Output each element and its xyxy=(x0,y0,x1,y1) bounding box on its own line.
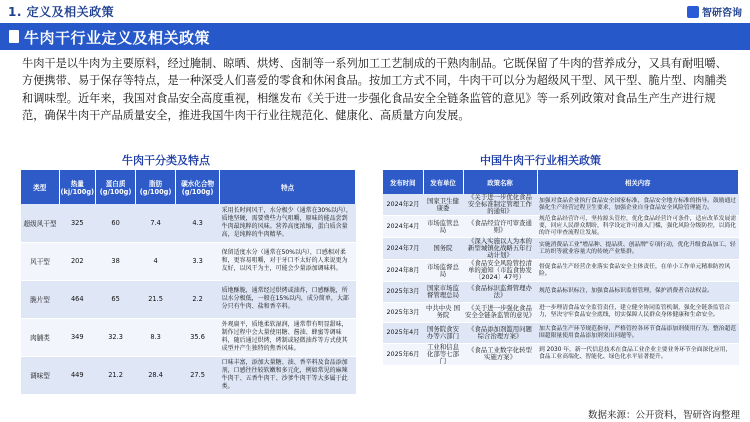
table-cell: 38 xyxy=(96,242,136,280)
table-cell: 202 xyxy=(59,242,96,280)
table-cell: 2024年7月 xyxy=(383,238,423,260)
table-cell: 进一步理清食品安全监管责任，建立健全协同监管机制，强化全链条监管合力，坚决守牢食品安全底线，切实保障人民群众身体健康和生命安全。 xyxy=(537,302,739,323)
table-cell: 2025年3月 xyxy=(383,302,423,323)
table-cell: 4.3 xyxy=(176,204,220,242)
column-header: 碳水化合物 (g/100g) xyxy=(176,170,220,204)
table-cell: 质地酥脆，通常经过烘烤或油炸，口感酥脆，所以水分极低，一般在15%以内，成分简单，大部分只有牛肉、盐和香辛料。 xyxy=(220,280,356,318)
table-cell: 2025年6月 xyxy=(383,343,423,365)
table-row xyxy=(383,282,739,303)
table-row xyxy=(21,204,356,242)
brand-name: 智研咨询 xyxy=(702,8,742,19)
column-header: 热量 (kj/100g) xyxy=(59,170,96,204)
table-row xyxy=(21,318,356,356)
table-cell: 《关于进一步优化食品安全标准制定管理工作的通知》 xyxy=(463,194,537,216)
table-cell: 规范食品标识标注，加强食品标识监督管理，保护消费者合法权益。 xyxy=(537,282,739,303)
table-cell: 2025年3月 xyxy=(383,282,423,303)
table-row xyxy=(383,260,739,282)
table-cell: 《食品安全风险管控清单的通知（市监食协发〔2024〕47号） xyxy=(463,260,537,282)
table-cell: 调味型 xyxy=(21,356,59,394)
intro-paragraph: 牛肉干是以牛肉为主要原料，经过腌制、晾晒、烘烤、卤制等一系列加工工艺制成的干熟肉制品。它既保留了牛肉的营养成分，又具有耐咀嚼、方便携带、易于保存等特点，是一种深受人们喜爱的零食和休闲食品。按加工方式不同，牛肉干可以分为超级风干型、风干型、脆片型、肉脯类和调味型。近年来，我国对食品安全高度重视，相继发布《关于进一步强化食品安全全链条监管的意见》等一系列政策对食品生产生产进行规范，确保牛肉干产品质量安全，推进我国牛肉干行业往规范化、健康化、高质量方向发展。 xyxy=(22,57,727,123)
table-cell: 《食品经营许可审查通则》 xyxy=(463,216,537,238)
brand-logo xyxy=(687,4,742,19)
table-cell: 规范食品经营许可，坚持源头管控，优化食品经营许可条件，适应改革发展需要，回应人民群众期盼，科学设定许可准入门槛，强化风险分级防控，以简化的许可审查流程让发展。 xyxy=(537,216,739,238)
table-cell: 口味丰富，添加大量糖、油、香辛料及食品添加剂，口感往往较软嫩和多元化，例如常见的麻辣牛肉干、五香牛肉干、沙爹牛肉干等大多属于此类。 xyxy=(220,356,356,394)
table-cell: 《深入实施以人为本的新型城镇化战略五年行动计划》 xyxy=(463,238,537,260)
title-banner xyxy=(0,23,750,50)
table-cell: 《食品添加剂滥用问题综合治理方案》 xyxy=(463,323,537,344)
table-row xyxy=(383,238,739,260)
column-header: 脂肪 (g/100g) xyxy=(136,170,176,204)
table-cell: 65 xyxy=(96,280,136,318)
table-cell: 市场监管总局 xyxy=(423,216,463,238)
table-cell: 2024年4月 xyxy=(383,216,423,238)
table-cell: 32.3 xyxy=(96,318,136,356)
table-row xyxy=(383,343,739,365)
table-row xyxy=(21,242,356,280)
column-header: 特点 xyxy=(220,170,356,204)
table-cell: 《关于进一步强化食品安全全链条监管的意见》 xyxy=(463,302,537,323)
table-cell: 实施消费品工业"增品种、提品质、创品牌"专项行动，优化升级食品加工、轻工坊织等就业容量大的传统产业集群。 xyxy=(537,238,739,260)
table-cell: 2024年8月 xyxy=(383,260,423,282)
table-row xyxy=(383,302,739,323)
table-cell: 到 2030 年，新一代信息技术在食品工业企业主要业务环节全面深化应用，食品工业高端化、智能化、绿色化水平显著提升。 xyxy=(537,343,739,365)
table-cell: 28.4 xyxy=(136,356,176,394)
column-header: 政策名称 xyxy=(463,170,537,194)
table-cell: 2025年4月 xyxy=(383,323,423,344)
table-row xyxy=(383,216,739,238)
column-header: 发布单位 xyxy=(423,170,463,194)
policy-table xyxy=(383,170,739,366)
table-cell: 保留适度水分（通常在50%以内），口感相对柔和，更容易咀嚼，对于牙口不太好的人来说更为友好，以风干为主，可能会少量添加调味料。 xyxy=(220,242,356,280)
table-cell: 超级风干型 xyxy=(21,204,59,242)
table-cell: 采用长时间风干，水分极少（通常在30%以内），质地坚硬，需要费些力气咀嚼，原味的能品尝到牛肉最纯粹的风味。营养高度浓缩，蛋白质含量高，是纯粹的牛肉精华。 xyxy=(220,204,356,242)
table-cell: 国家市场监督管理总局 xyxy=(423,282,463,303)
document-icon xyxy=(9,30,19,43)
top-header xyxy=(0,0,750,22)
table-cell: 2024年2月 xyxy=(383,194,423,216)
table-cell: 2.2 xyxy=(176,280,220,318)
table-cell: 21.5 xyxy=(136,280,176,318)
table-row xyxy=(383,323,739,344)
table-row xyxy=(21,280,356,318)
table-cell: 工业和信息化部等七部门 xyxy=(423,343,463,365)
table-cell: 外观扁平，质地柔软湿润，通常带有明显甜味，制作过程中会大量使用糖、酱油、蜂蜜等调味料，随后通过烘烤，烤制或轻微油炸等方式使其成型并产生独特的焦香风味。 xyxy=(220,318,356,356)
table-cell: 449 xyxy=(59,356,96,394)
column-header: 类型 xyxy=(21,170,59,204)
source-note: 数据来源：公开资料，智研咨询整理 xyxy=(587,410,740,421)
column-header: 蛋白质 (g/100g) xyxy=(96,170,136,204)
table-cell: 国家卫生健康委 xyxy=(423,194,463,216)
table-cell: 督促食品生产经营企业落实食品安全主体责任，在单小工作单元精准防控风险。 xyxy=(537,260,739,282)
table-cell: 8.3 xyxy=(136,318,176,356)
table-cell: 市场监督总局 xyxy=(423,260,463,282)
right-table-title: 中国牛肉干行业相关政策 xyxy=(480,154,601,167)
table-cell: 风干型 xyxy=(21,242,59,280)
table-cell: 349 xyxy=(59,318,96,356)
table-cell: 国务院食安办等六部门 xyxy=(423,323,463,344)
table-cell: 加强对食品企业执行食品安全国家标准，食品安全地方标准的指导。鼓励通过强化生产经营过程卫生要求，加强企业自身食品安全风险管理能力。 xyxy=(537,194,739,216)
table-cell: 35.6 xyxy=(176,318,220,356)
table-cell: 7.4 xyxy=(136,204,176,242)
table-row xyxy=(21,356,356,394)
table-cell: 464 xyxy=(59,280,96,318)
table-cell: 脆片型 xyxy=(21,280,59,318)
table-cell: 《食品工业数字化转型实施方案》 xyxy=(463,343,537,365)
table-cell: 60 xyxy=(96,204,136,242)
brand-icon xyxy=(687,6,699,18)
table-cell: 加大食品生产环节规范指导，严格管控各环节食品添加剂使用行为，整治超范围超限量使用食品添加剂突出问题等。 xyxy=(537,323,739,344)
column-header: 发布时间 xyxy=(383,170,423,194)
page-title: 牛肉干行业定义及相关政策 xyxy=(24,29,211,47)
classification-table xyxy=(21,170,356,395)
table-cell: 21.2 xyxy=(96,356,136,394)
table-cell: 中共中央 国务院 xyxy=(423,302,463,323)
left-table-title: 牛肉干分类及特点 xyxy=(122,154,210,167)
table-cell: 国务院 xyxy=(423,238,463,260)
table-cell: 325 xyxy=(59,204,96,242)
table-cell: 27.5 xyxy=(176,356,220,394)
column-header: 相关内容 xyxy=(537,170,739,194)
table-cell: 3.3 xyxy=(176,242,220,280)
table-cell: 4 xyxy=(136,242,176,280)
table-row xyxy=(383,194,739,216)
table-cell: 肉脯类 xyxy=(21,318,59,356)
section-title: 1. 定义及相关政策 xyxy=(8,5,115,19)
table-cell: 《食品标识监督管理办法》 xyxy=(463,282,537,303)
